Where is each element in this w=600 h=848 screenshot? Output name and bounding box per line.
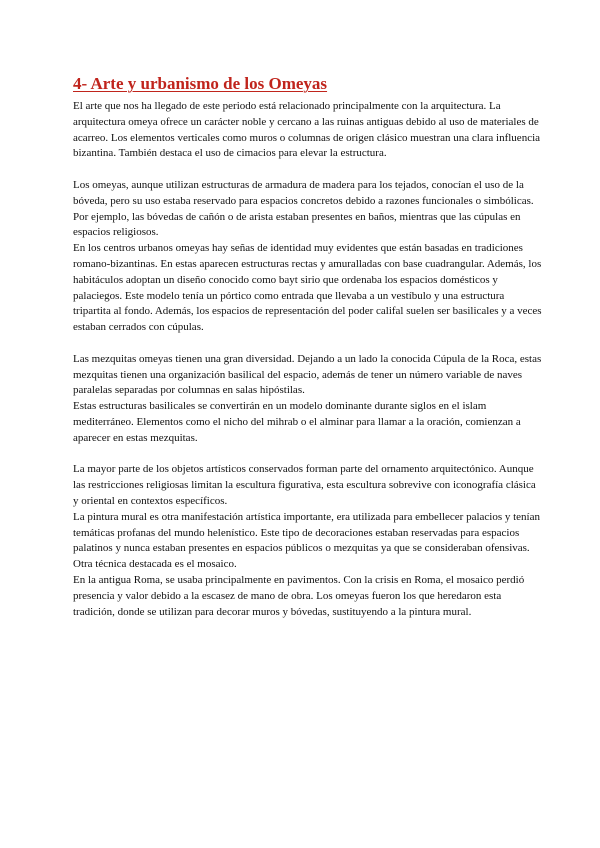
paragraph-objetos-artisticos: La mayor parte de los objetos artísticos conservados forman parte del ornamento arquitectónico. Aunque las restricciones religiosas limitan la escultura figurativa, esta escultura sobrevive con iconografía clásica y oriental en contextos específicos. [73,463,536,507]
paragraph-mezquitas: Las mezquitas omeyas tienen una gran diversidad. Dejando a un lado la conocida Cúpula de la Roca, estas mezquitas tienen una organización basilical del espacio, además de tener un número variable de naves paralelas separadas por columnas en salas hipóstilas. [73,352,542,397]
paragraph-gap [73,162,542,178]
paragraph-gap [73,336,542,352]
paragraph-intro: El arte que nos ha llegado de este periodo está relacionado principalmente con la arquitectura. La arquitectura omeya ofrece un carácter noble y cercano a las ruinas antiguas debido al uso de materiales de acarreo. Los elementos verticales como muros o columnas de origen clásico muestran una clara influencia bizantina. También destaca el uso de cimacios para elevar la estructura. [73,100,541,160]
paragraph-centros-urbanos: En los centros urbanos omeyas hay señas de identidad muy evidentes que están basadas en tradiciones romano-bizantinas. En estas aparecen estructuras rectas y amuralladas con base cuadrangular. Además, los habitáculos adoptan un diseño conocido como bayt sirio que ordenaba los espacios domésticos y palaciegos. Este modelo tenía un pórtico como entrada que llevaba a un vestíbulo y una estructura tripartita al fondo. Además, los espacios de representación del poder califal suelen ser basilicales y a veces estaban cerrados con cúpulas. [73,242,542,334]
paragraph-gap [73,447,542,463]
paragraph-pintura-mural: La pintura mural es otra manifestación artística importante, era utilizada para embellecer palacios y tenían temáticas profanas del mundo helenístico. Este tipo de decoraciones estaban reservadas para espacios palatinos y nunca estaban presentes en espacios públicos o mezquitas ya que se consideraban ofensivas. Otra técnica destacada es el mosaico. [73,510,540,571]
section-heading: 4- Arte y urbanismo de los Omeyas [73,74,328,93]
paragraph-estructuras-basilicales: Estas estructuras basilicales se convertirán en un modelo dominante durante siglos en el islam mediterráneo. Elementos como el nicho del mihrab o el alminar para llamar a la oración, comienzan a aparecer en estas mezquitas. [73,400,521,444]
paragraph-mosaico: En la antigua Roma, se usaba principalmente en pavimentos. Con la crisis en Roma, el mosaico perdió presencia y valor debido a la escasez de mano de obra. Los omeyas fueron los que heredaron esta tradición, donde se utilizan para decorar muros y bóvedas, sustituyendo a la pintura mural. [73,573,525,618]
paragraph-boveda: Los omeyas, aunque utilizan estructuras de armadura de madera para los tejados, conocían el uso de la bóveda, pero su uso estaba reservado para espacios concretos debido a razones funcionales o simbólicas. Por ejemplo, las bóvedas de cañón o de arista estaban presentes en baños, mientras que las cúpulas en espacios religiosos. [73,178,534,239]
